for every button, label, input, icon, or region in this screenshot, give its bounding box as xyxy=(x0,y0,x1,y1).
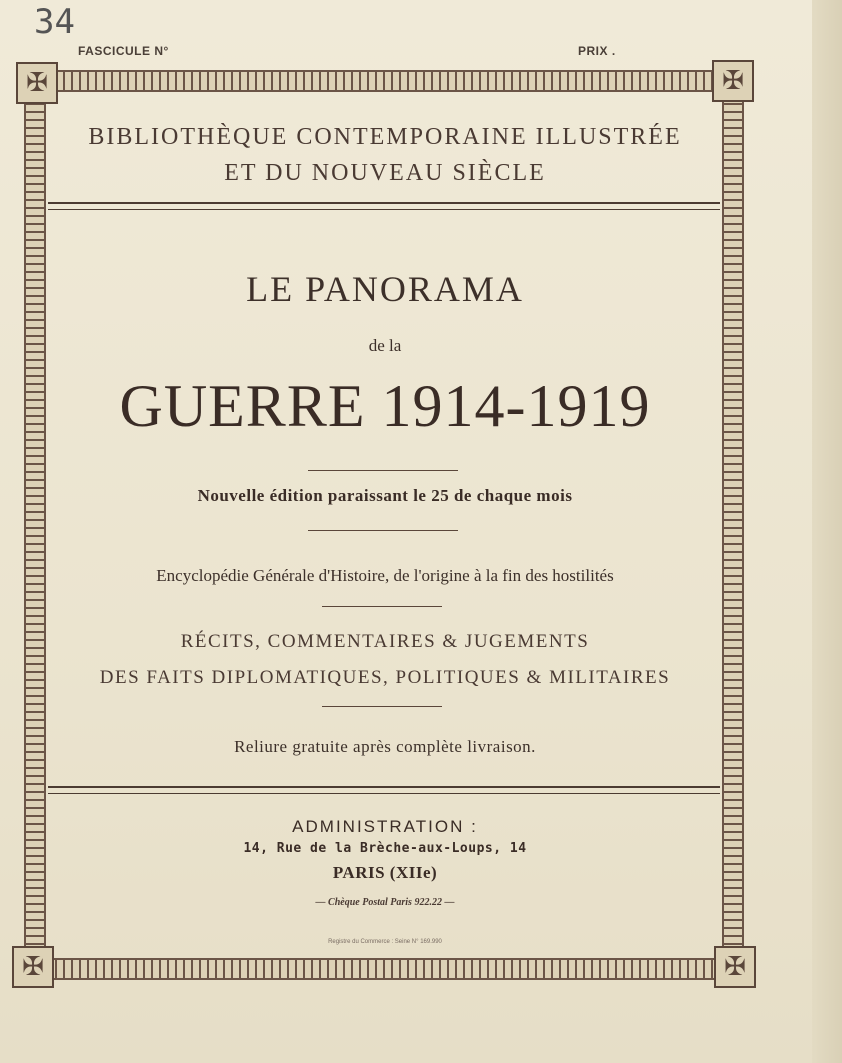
corner-ornament-bottom-left xyxy=(12,946,54,988)
subtitle-de-la: de la xyxy=(368,336,402,355)
divider-top-double-rule xyxy=(48,202,720,210)
edition-notice: Nouvelle édition paraissant le 25 de chaque mois xyxy=(197,486,573,505)
short-divider-2 xyxy=(308,530,458,531)
corner-ornament-top-left xyxy=(16,62,58,104)
collection-title-line1: BIBLIOTHÈQUE CONTEMPORAINE ILLUSTRÉE xyxy=(88,124,682,150)
city-label: PARIS (XIIe) xyxy=(332,863,438,882)
cross-ornament-icon: ✠ xyxy=(22,952,44,982)
cross-ornament-icon: ✠ xyxy=(722,66,744,96)
fascicule-label: FASCICULE N° xyxy=(78,44,169,58)
cross-ornament-icon: ✠ xyxy=(724,952,746,982)
commerce-register: Registre du Commerce : Seine N° 169.990 xyxy=(328,939,442,945)
page-edge-shadow xyxy=(812,0,842,1063)
border-top-band xyxy=(36,70,736,92)
administration-label: ADMINISTRATION : xyxy=(292,817,478,836)
encyclopedia-description: Encyclopédie Générale d'Histoire, de l'origine à la fin des hostilités xyxy=(156,566,614,585)
handwritten-number: 34 xyxy=(34,2,75,42)
binding-notice: Reliure gratuite après complète livraison. xyxy=(234,737,536,756)
border-bottom-band xyxy=(36,958,736,980)
short-divider-1 xyxy=(308,470,458,471)
main-title-guerre: GUERRE 1914-1919 xyxy=(119,373,651,439)
cross-ornament-icon: ✠ xyxy=(26,68,48,98)
postal-cheque: — Chèque Postal Paris 922.22 — xyxy=(315,897,455,908)
divider-bottom-double-rule xyxy=(48,786,720,794)
corner-ornament-top-right xyxy=(712,60,754,102)
recits-line2: DES FAITS DIPLOMATIQUES, POLITIQUES & MILITAIRES xyxy=(99,667,671,688)
short-divider-3 xyxy=(322,606,442,607)
prix-label: PRIX . xyxy=(578,44,616,58)
border-left-band xyxy=(24,84,46,970)
street-address: 14, Rue de la Brèche-aux-Loups, 14 xyxy=(243,841,527,856)
collection-title-line2: ET DU NOUVEAU SIÈCLE xyxy=(224,160,546,186)
corner-ornament-bottom-right xyxy=(714,946,756,988)
border-right-band xyxy=(722,84,744,970)
main-title-panorama: LE PANORAMA xyxy=(246,269,524,309)
short-divider-4 xyxy=(322,706,442,707)
recits-line1: RÉCITS, COMMENTAIRES & JUGEMENTS xyxy=(180,631,590,652)
